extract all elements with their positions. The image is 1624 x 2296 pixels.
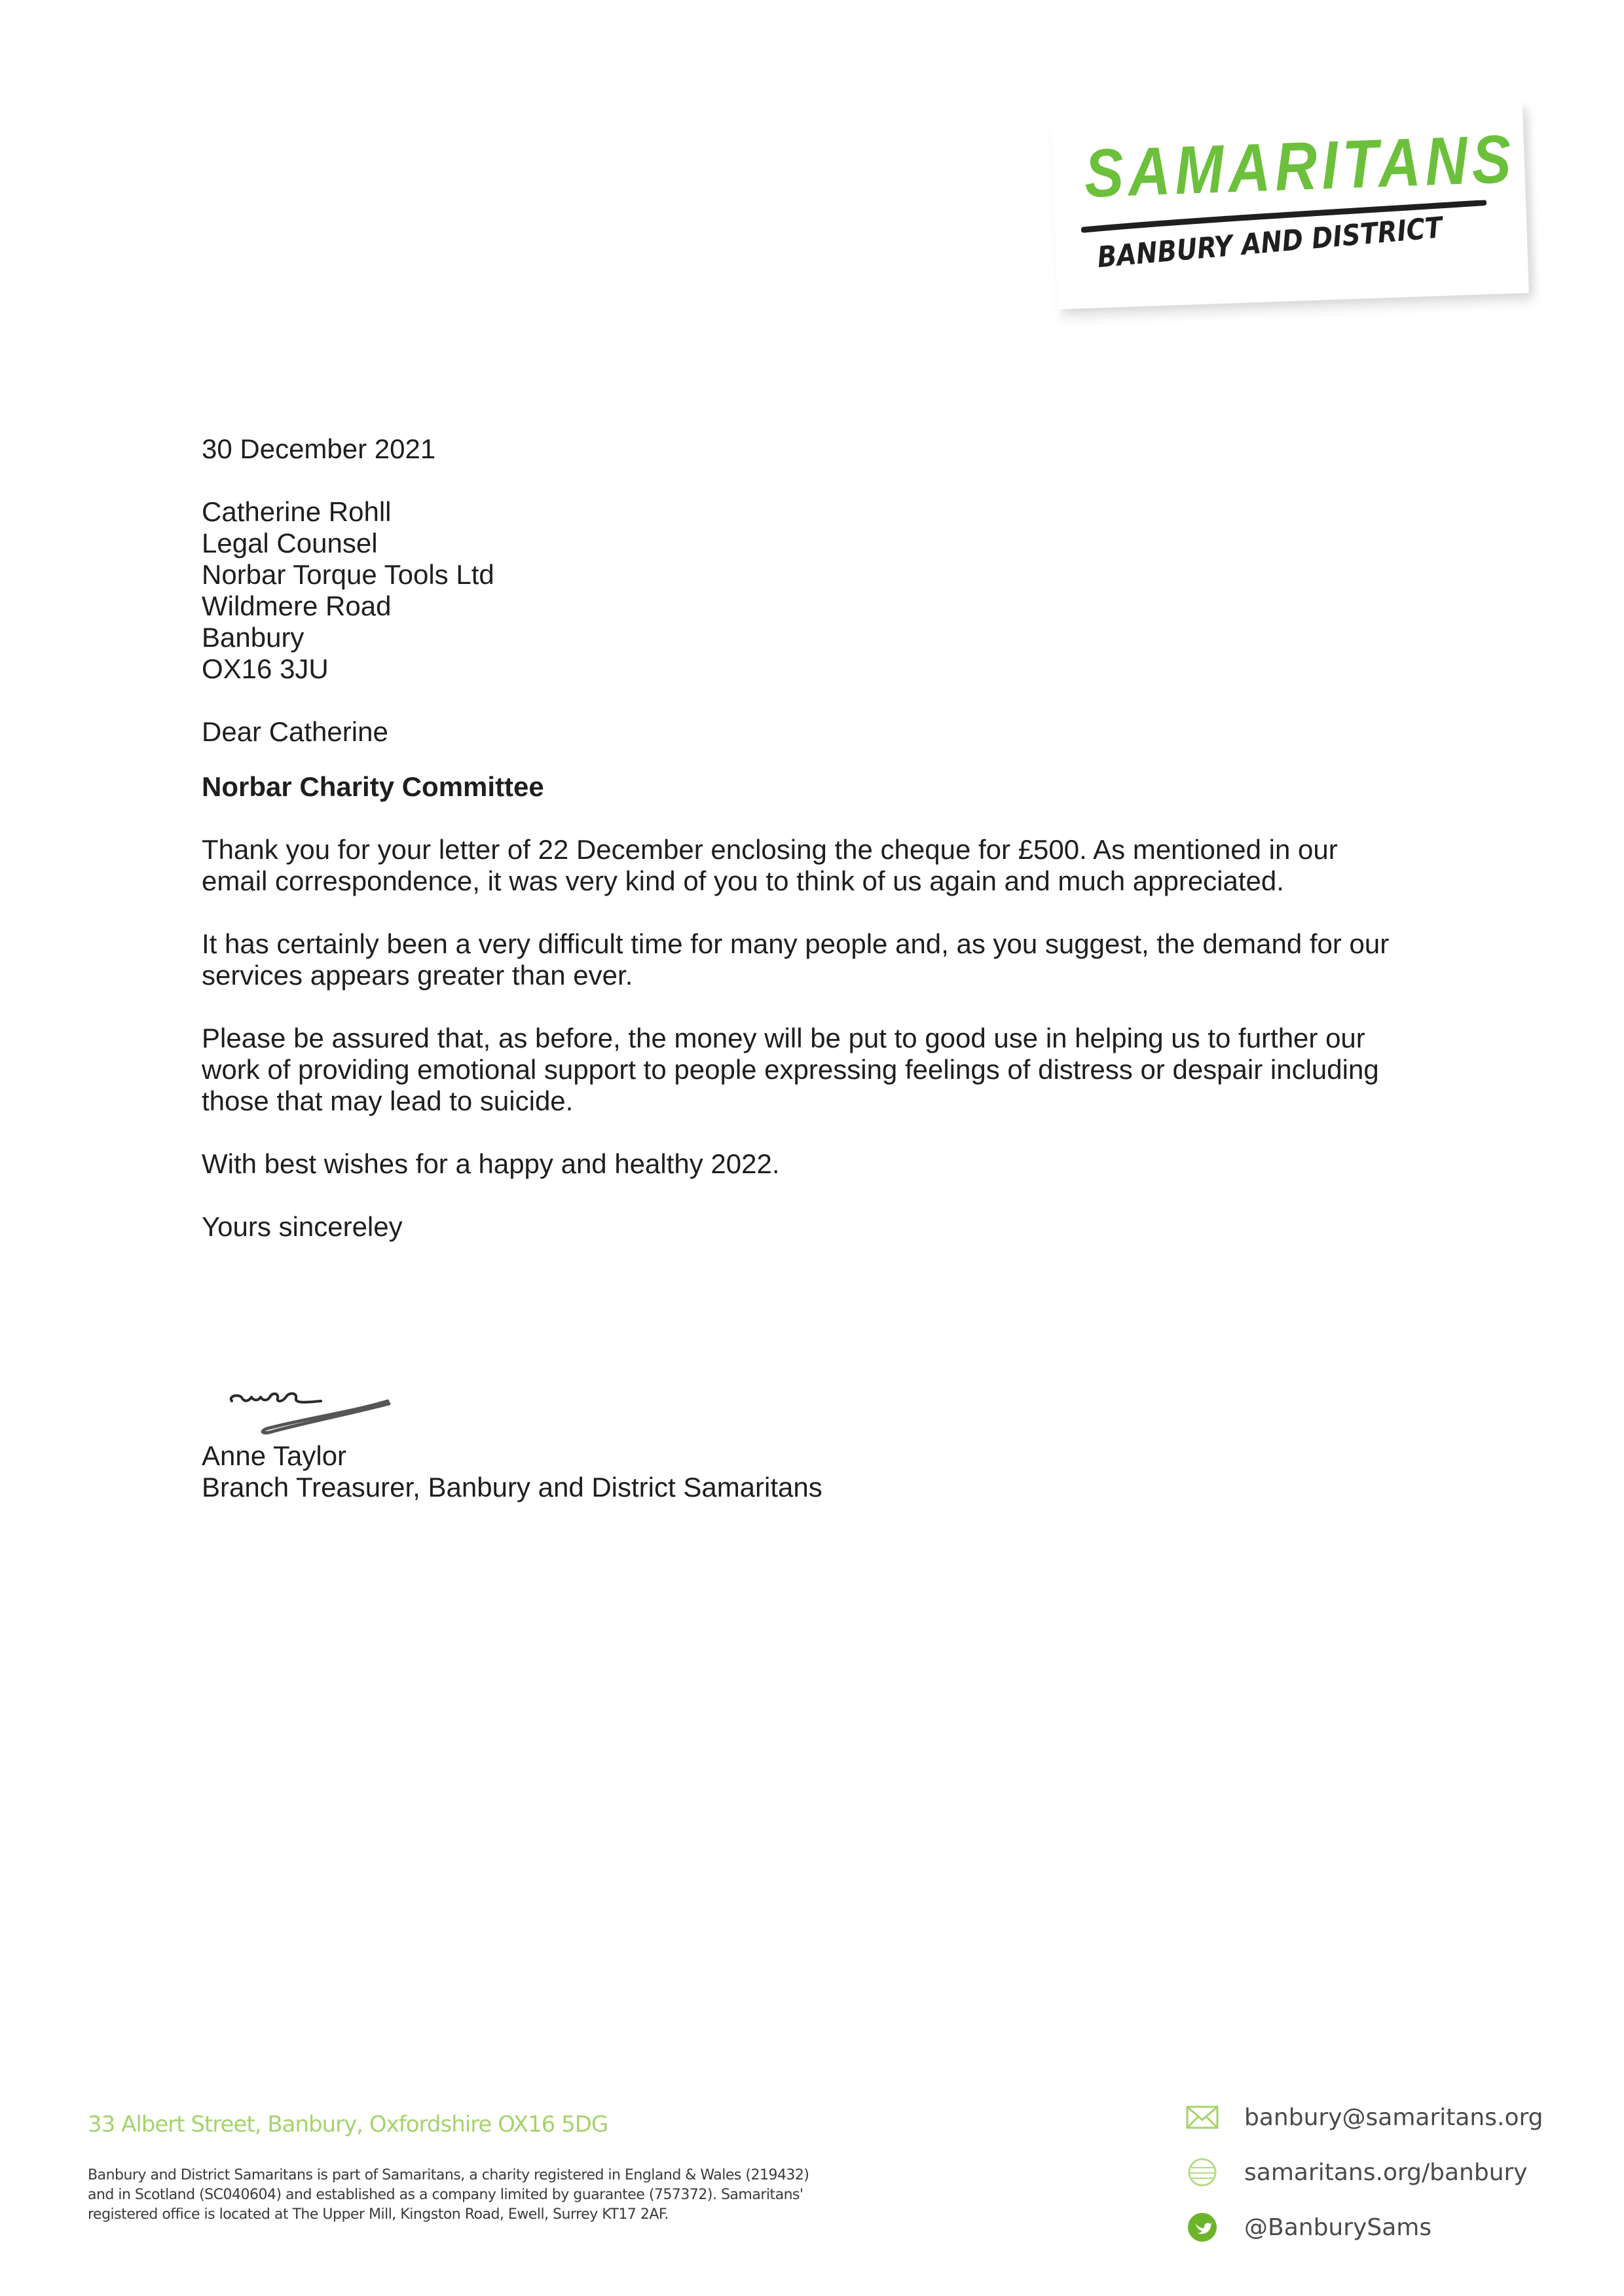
address-line: Banbury <box>202 622 304 653</box>
paragraph-line: those that may lead to suicide. <box>202 1085 574 1116</box>
paragraph <box>202 928 1446 991</box>
legal-line: Banbury and District Samaritans is part of Samaritans, a charity registered in England & Wales (219432) <box>88 2167 809 2183</box>
logo-subtitle: BANBURY AND DISTRICT <box>1096 211 1444 275</box>
envelope-icon <box>1185 2100 1219 2134</box>
contact-twitter-text[interactable]: @BanburySams <box>1244 2214 1432 2241</box>
address-line: Wildmere Road <box>202 591 392 621</box>
paragraph-line: Please be assured that, as before, the money will be put to good use in helping us to further our <box>202 1023 1365 1053</box>
paragraph <box>202 1023 1446 1117</box>
address-line: Catherine Rohll <box>202 496 392 527</box>
footer-address: 33 Albert Street, Banbury, Oxfordshire OX16 5DG <box>88 2111 608 2138</box>
letter-date: 30 December 2021 <box>202 433 436 464</box>
recipient-address <box>202 496 1446 685</box>
address-line: Norbar Torque Tools Ltd <box>202 559 494 590</box>
address-line: OX16 3JU <box>202 653 329 684</box>
letter-body <box>202 433 1446 1243</box>
samaritans-logo <box>1051 103 1529 310</box>
subject-heading: Norbar Charity Committee <box>202 771 544 802</box>
paragraph <box>202 1148 1446 1180</box>
logo-title: SAMARITANS <box>1083 120 1517 212</box>
signer-block <box>202 1440 822 1503</box>
paragraph-line: email correspondence, it was very kind of you to think of us again and much appreciated. <box>202 866 1284 896</box>
handwritten-signature-icon <box>223 1381 399 1440</box>
legal-line: and in Scotland (SC040604) and established as a company limited by guarantee (757372). Samaritans' <box>88 2187 803 2203</box>
contact-email[interactable] <box>1185 2090 1543 2145</box>
contact-list <box>1185 2090 1543 2255</box>
paragraph <box>202 834 1446 897</box>
paragraph-line: It has certainly been a very difficult time for many people and, as you suggest, the demand for our <box>202 928 1390 959</box>
twitter-icon <box>1185 2210 1219 2244</box>
globe-icon <box>1185 2155 1219 2189</box>
paragraph-line: Thank you for your letter of 22 December enclosing the cheque for £500. As mentioned in our <box>202 834 1338 865</box>
paragraph-line: With best wishes for a happy and healthy 2022. <box>202 1148 780 1179</box>
closing: Yours sincereley <box>202 1211 403 1242</box>
salutation: Dear Catherine <box>202 716 388 747</box>
contact-website[interactable] <box>1185 2145 1543 2200</box>
signer-title: Branch Treasurer, Banbury and District Samaritans <box>202 1472 822 1503</box>
contact-email-text[interactable]: banbury@samaritans.org <box>1244 2104 1543 2131</box>
contact-twitter[interactable] <box>1185 2200 1543 2255</box>
contact-website-text[interactable]: samaritans.org/banbury <box>1244 2159 1528 2186</box>
paragraph-line: work of providing emotional support to people expressing feelings of distress or despair including <box>202 1054 1379 1085</box>
footer-legal-notice <box>88 2166 939 2225</box>
address-line: Legal Counsel <box>202 528 378 558</box>
signer-name: Anne Taylor <box>202 1440 347 1471</box>
paragraph-line: services appears greater than ever. <box>202 960 633 991</box>
legal-line: registered office is located at The Upper Mill, Kingston Road, Ewell, Surrey KT17 2AF. <box>88 2206 669 2223</box>
